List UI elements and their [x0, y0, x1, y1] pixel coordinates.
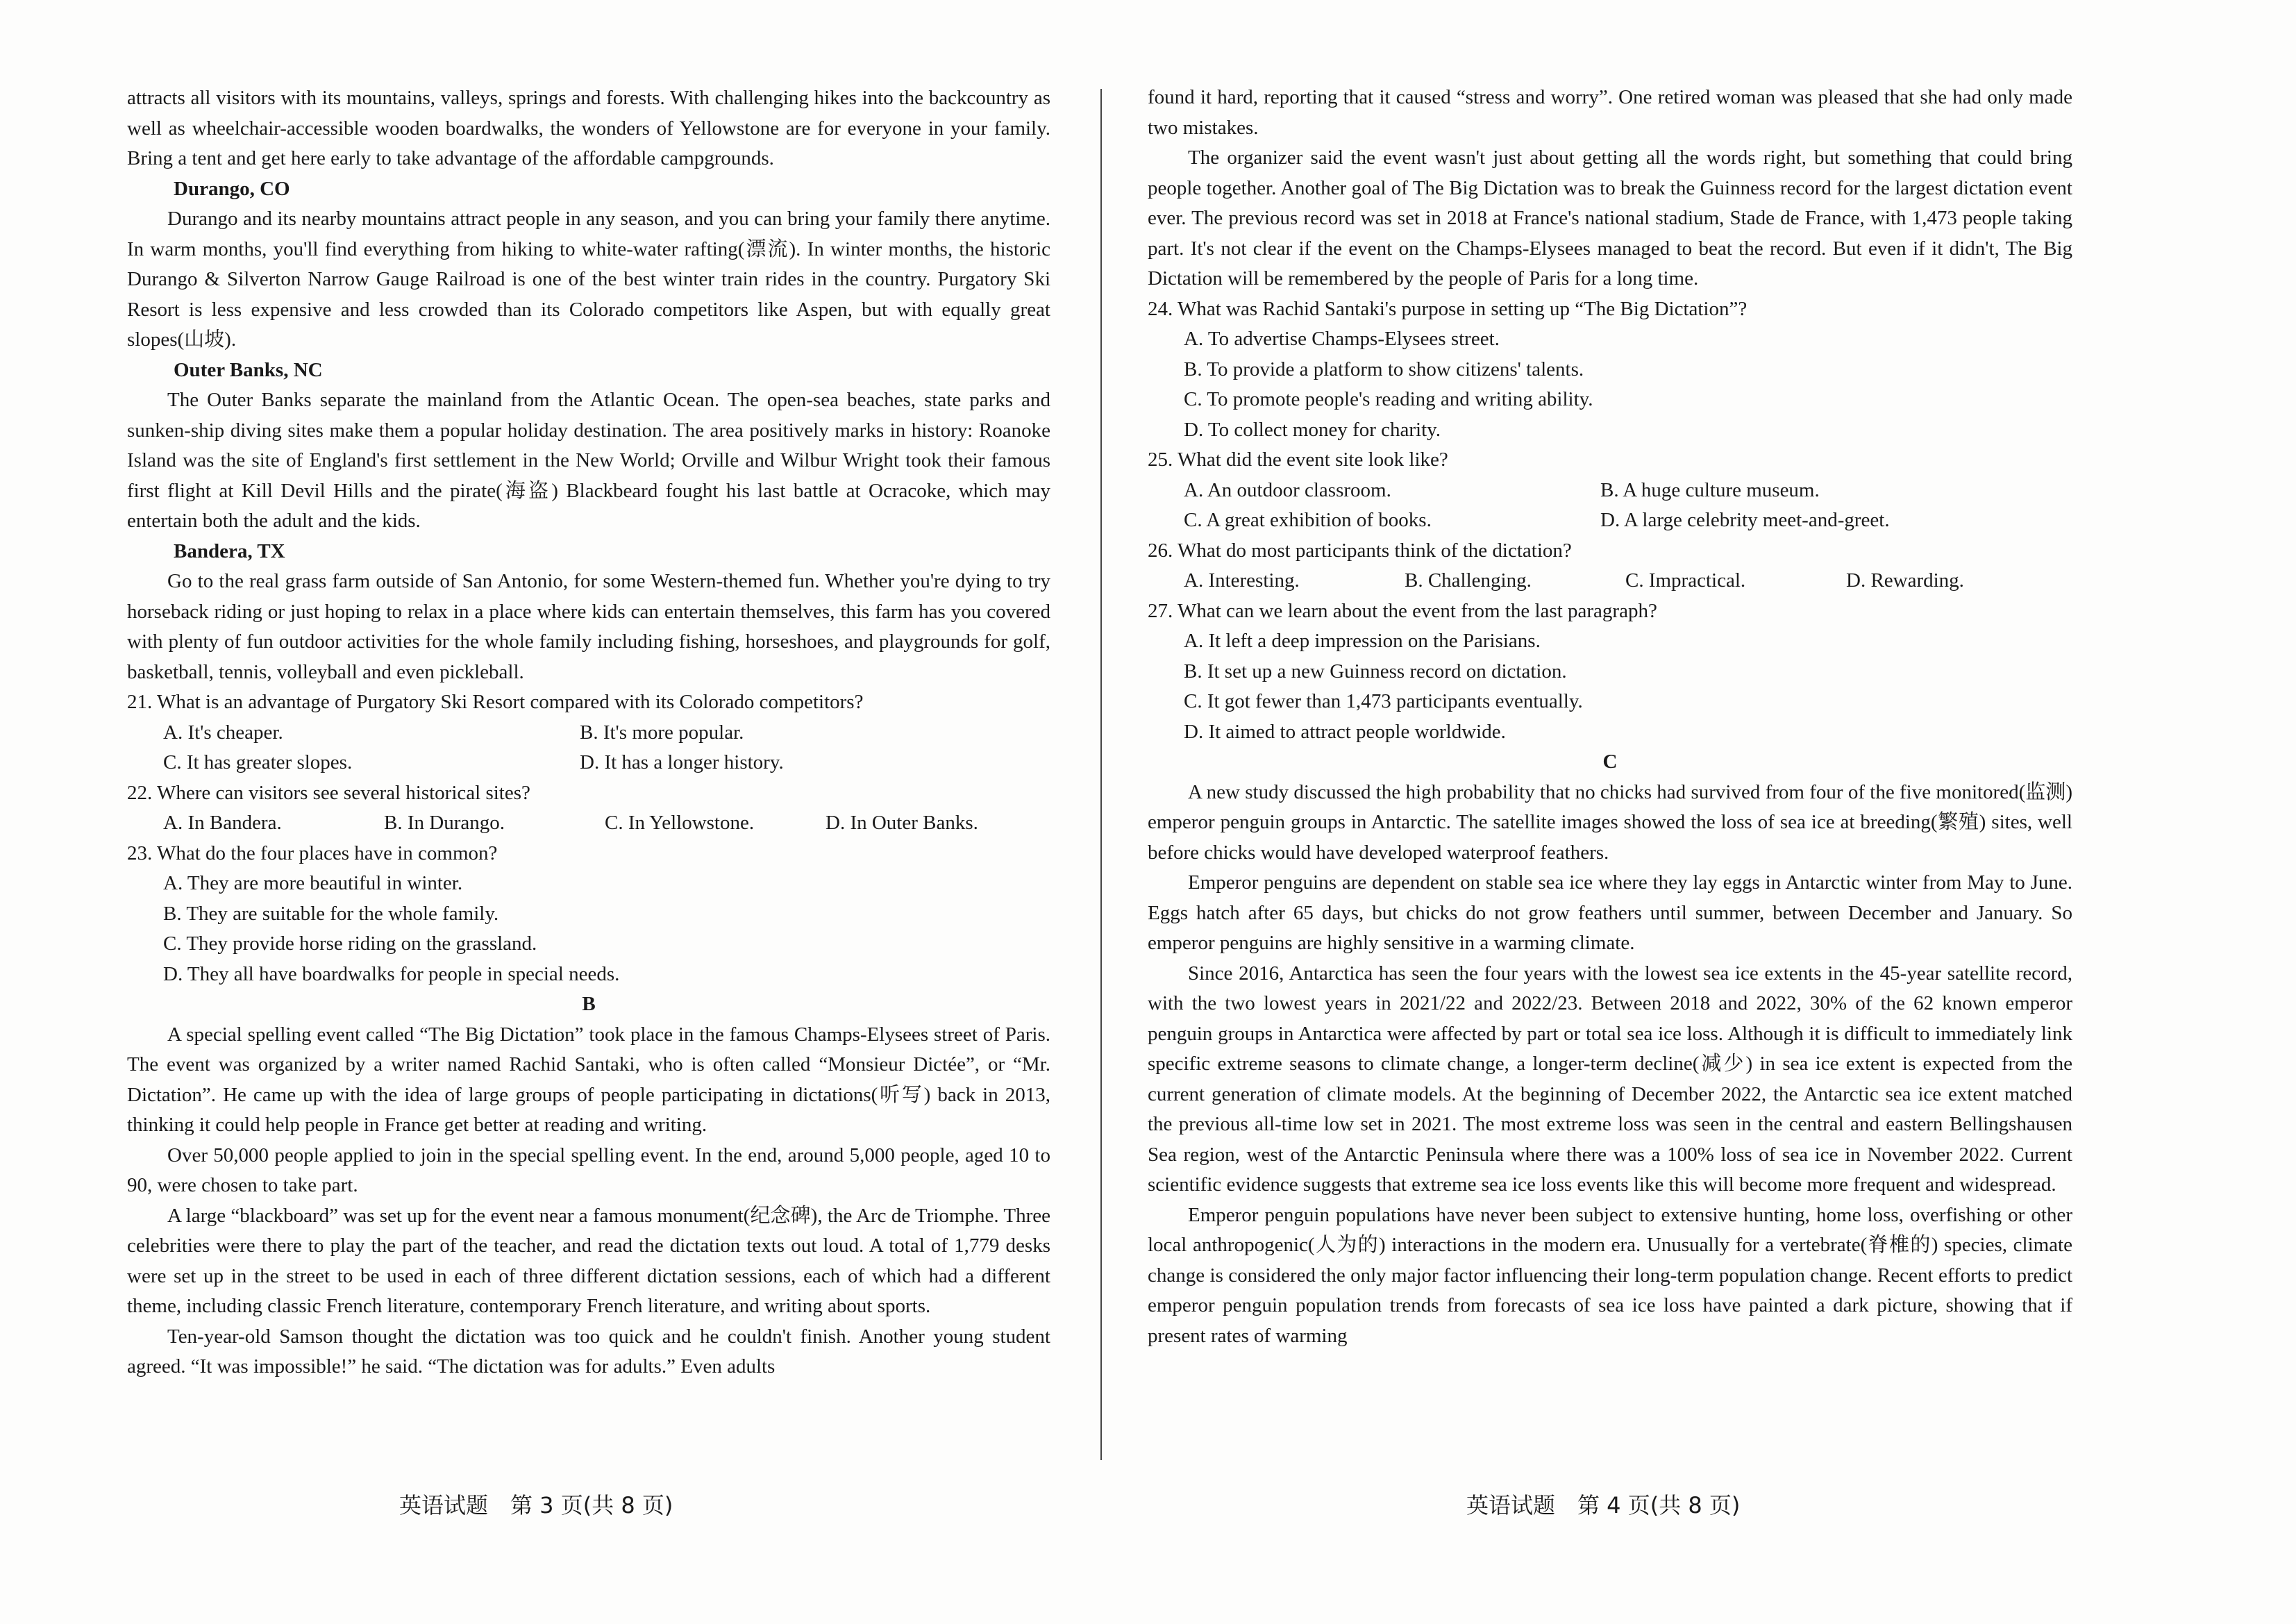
right-column [1148, 83, 2072, 1351]
question-25: 25. What did the event site look like? [1148, 449, 1448, 471]
option-27b: B. It set up a new Guinness record on dictation. [1184, 660, 1567, 683]
question-24: 24. What was Rachid Santaki's purpose in setting up “The Big Dictation”? [1148, 297, 1748, 320]
question-26: 26. What do most participants think of the dictation? [1148, 539, 1572, 562]
question-21-options-row1 [163, 718, 1050, 748]
passage-b-paragraph-4: Ten-year-old Samson thought the dictation was too quick and he couldn't finish. Another young student agreed. “It was impossible!” he said. “The dictation was for adults.” Even adults [127, 1325, 1050, 1378]
question-25-options-row2 [1184, 505, 2072, 536]
paragraph-outer-banks: The Outer Banks separate the mainland from the Atlantic Ocean. The open-sea beaches, state parks and sunken-ship diving sites make them a popular holiday destination. The area positively marks in history: Roanoke Island was the site of England's first settlement in the New World; Orville and Wilbur Wright took their famous first flight at Kill Devil Hills and the pirate(海盗) Blackbeard fought his last battle at Ocracoke, which may entertain both the adult and the kids. [127, 389, 1050, 532]
column-divider [1100, 89, 1102, 1460]
heading-outer-banks: Outer Banks, NC [174, 358, 323, 381]
option-21c: C. It has greater slopes. [163, 751, 353, 773]
question-21: 21. What is an advantage of Purgatory Ski Resort compared with its Colorado competitors? [127, 691, 864, 713]
paragraph-durango: Durango and its nearby mountains attract people in any season, and you can bring your family there anytime. In warm months, you'll find everything from hiking to white-water rafting(漂流). In winter months, the historic Durango & Silverton Narrow Gauge Railroad is one of the best winter train rides in the country. Purgatory Ski Resort is less expensive and less crowded than its Colorado competitors like Aspen, but with equally great slopes(山坡). [127, 208, 1050, 351]
passage-b-paragraph-2: Over 50,000 people applied to join in the special spelling event. In the end, around 5,000 people, aged 10 to 90, were chosen to take part. [127, 1144, 1050, 1196]
option-25d: D. A large celebrity meet-and-greet. [1600, 509, 1890, 531]
option-26a: A. Interesting. [1184, 569, 1300, 592]
passage-b-paragraph-4-continued: found it hard, reporting that it caused “stress and worry”. One retired woman was pleased that she had only made two mistakes. [1148, 86, 2072, 139]
option-24d: D. To collect money for charity. [1184, 418, 1441, 441]
option-26b: B. Challenging. [1405, 569, 1532, 592]
option-25b: B. A huge culture museum. [1600, 478, 1820, 501]
option-23a: A. They are more beautiful in winter. [163, 872, 463, 894]
option-23c: C. They provide horse riding on the grassland. [163, 932, 537, 955]
option-26c: C. Impractical. [1625, 569, 1746, 592]
passage-b-paragraph-3: A large “blackboard” was set up for the event near a famous monument(纪念碑), the Arc de Triomphe. Three celebrities were there to play the part of the teacher, and read the dictation texts out loud. A total of 1,779 desks were set up in the street to be used in each of three different dictation sessions, each of which had a different theme, including classic French literature, contemporary French literature, and writing about sports. [127, 1204, 1050, 1317]
option-21d: D. It has a longer history. [580, 751, 784, 773]
option-23d: D. They all have boardwalks for people in special needs. [163, 962, 620, 985]
option-24a: A. To advertise Champs-Elysees street. [1184, 328, 1500, 350]
question-23: 23. What do the four places have in common? [127, 842, 498, 864]
option-22a: A. In Bandera. [163, 812, 282, 834]
passage-c-paragraph-2: Emperor penguins are dependent on stable sea ice where they lay eggs in Antarctic winter from May to June. Eggs hatch after 65 days, but chicks do not grow feathers until summer, between December and January. So emperor penguins are highly sensitive in a warming climate. [1148, 871, 2072, 954]
option-22b: B. In Durango. [384, 812, 505, 834]
passage-b-paragraph-5: The organizer said the event wasn't just about getting all the words right, but something that could bring people together. Another goal of The Big Dictation was to break the Guinness record for the largest dictation event ever. The previous record was set in 2018 at France's national stadium, Stade de France, with 1,473 people taking part. It's not clear if the event on the Champs-Elysees managed to beat the record. But even if it didn't, The Big Dictation will be remembered by the people of Paris for a long time. [1148, 147, 2072, 290]
page-footer-left: 英语试题 第 3 页(共 8 页) [399, 1492, 673, 1518]
heading-durango: Durango, CO [174, 177, 290, 200]
question-22-options [163, 808, 1050, 839]
option-25a: A. An outdoor classroom. [1184, 478, 1391, 501]
option-27d: D. It aimed to attract people worldwide. [1184, 720, 1506, 743]
page-footer-right: 英语试题 第 4 页(共 8 页) [1466, 1492, 1741, 1518]
option-21b: B. It's more popular. [580, 721, 744, 744]
option-26d: D. Rewarding. [1846, 569, 1964, 592]
passage-c-paragraph-1: A new study discussed the high probability that no chicks had survived from four of the five monitored(监测) emperor penguin groups in Antarctic. The satellite images showed the loss of sea ice at breeding(繁殖) sites, well before chicks would have developed waterproof feathers. [1148, 780, 2072, 864]
option-27c: C. It got fewer than 1,473 participants eventually. [1184, 690, 1583, 712]
passage-c-paragraph-4: Emperor penguin populations have never been subject to extensive hunting, home loss, overfishing or other local anthropogenic(人为的) interactions in the modern era. Unusually for a vertebrate(脊椎的) species, climate change is considered the only major factor influencing their long-term population change. Recent efforts to predict emperor penguin population trends from forecasts of sea ice loss have painted a dark picture, showing that if present rates of warming [1148, 1203, 2072, 1347]
option-27a: A. It left a deep impression on the Parisians. [1184, 630, 1541, 652]
option-23b: B. They are suitable for the whole family. [163, 902, 499, 925]
option-21a: A. It's cheaper. [163, 721, 283, 744]
paragraph-bandera: Go to the real grass farm outside of San Antonio, for some Western-themed fun. Whether you're dying to try horseback riding or just hoping to relax in a place where kids can entertain themselves, this farm has you covered with plenty of fun outdoor activities for the whole family including fishing, horseshoes, and playgrounds for golf, basketball, tennis, volleyball and even pickleball. [127, 570, 1050, 683]
option-24c: C. To promote people's reading and writing ability. [1184, 388, 1593, 410]
option-22c: C. In Yellowstone. [605, 812, 755, 834]
question-22: 22. Where can visitors see several historical sites? [127, 781, 530, 804]
question-21-options-row2 [163, 748, 1050, 778]
question-27: 27. What can we learn about the event from the last paragraph? [1148, 599, 1657, 622]
question-25-options-row1 [1184, 476, 2072, 506]
passage-a-intro-paragraph: attracts all visitors with its mountains, valleys, springs and forests. With challenging hikes into the backcountry as well as wheelchair-accessible wooden boardwalks, the wonders of Yellowstone are for everyone in your family. Bring a tent and get here early to take advantage of the affordable campgrounds. [127, 87, 1050, 169]
heading-bandera: Bandera, TX [174, 539, 285, 562]
question-26-options [1184, 566, 2072, 596]
section-c-heading: C [1602, 751, 1618, 773]
left-column [127, 83, 1050, 1382]
option-22d: D. In Outer Banks. [826, 812, 978, 834]
option-25c: C. A great exhibition of books. [1184, 509, 1432, 531]
section-b-heading: B [582, 993, 596, 1015]
passage-b-paragraph-1: A special spelling event called “The Big Dictation” took place in the famous Champs-Elysees street of Paris. The event was organized by a writer named Rachid Santaki, who is often called “Monsieur Dictée”, or “Mr. Dictation”. He came up with the idea of large groups of people participating in dictations(听写) back in 2013, thinking it could help people in France get better at reading and writing. [127, 1023, 1050, 1136]
option-24b: B. To provide a platform to show citizens' talents. [1184, 358, 1584, 380]
passage-c-paragraph-3: Since 2016, Antarctica has seen the four years with the lowest sea ice extents in the 45-year satellite record, with the two lowest years in 2021/22 and 2022/23. Between 2018 and 2022, 30% of the 62 known emperor penguin groups in Antarctica were affected by part or total sea ice loss. Although it is difficult to immediately link specific extreme seasons to climate change, a longer-term decline(减少) in sea ice extent is expected from the current generation of climate models. At the beginning of December 2022, the Antarctic sea ice extent matched the previous all-time low set in 2021. The most extreme loss was seen in the central and eastern Bellingshausen Sea region, west of the Antarctic Peninsula where there was a 100% loss of sea ice in November 2022. Current scientific evidence suggests that extreme sea ice loss events like this will become more frequent and widespread. [1148, 962, 2072, 1196]
